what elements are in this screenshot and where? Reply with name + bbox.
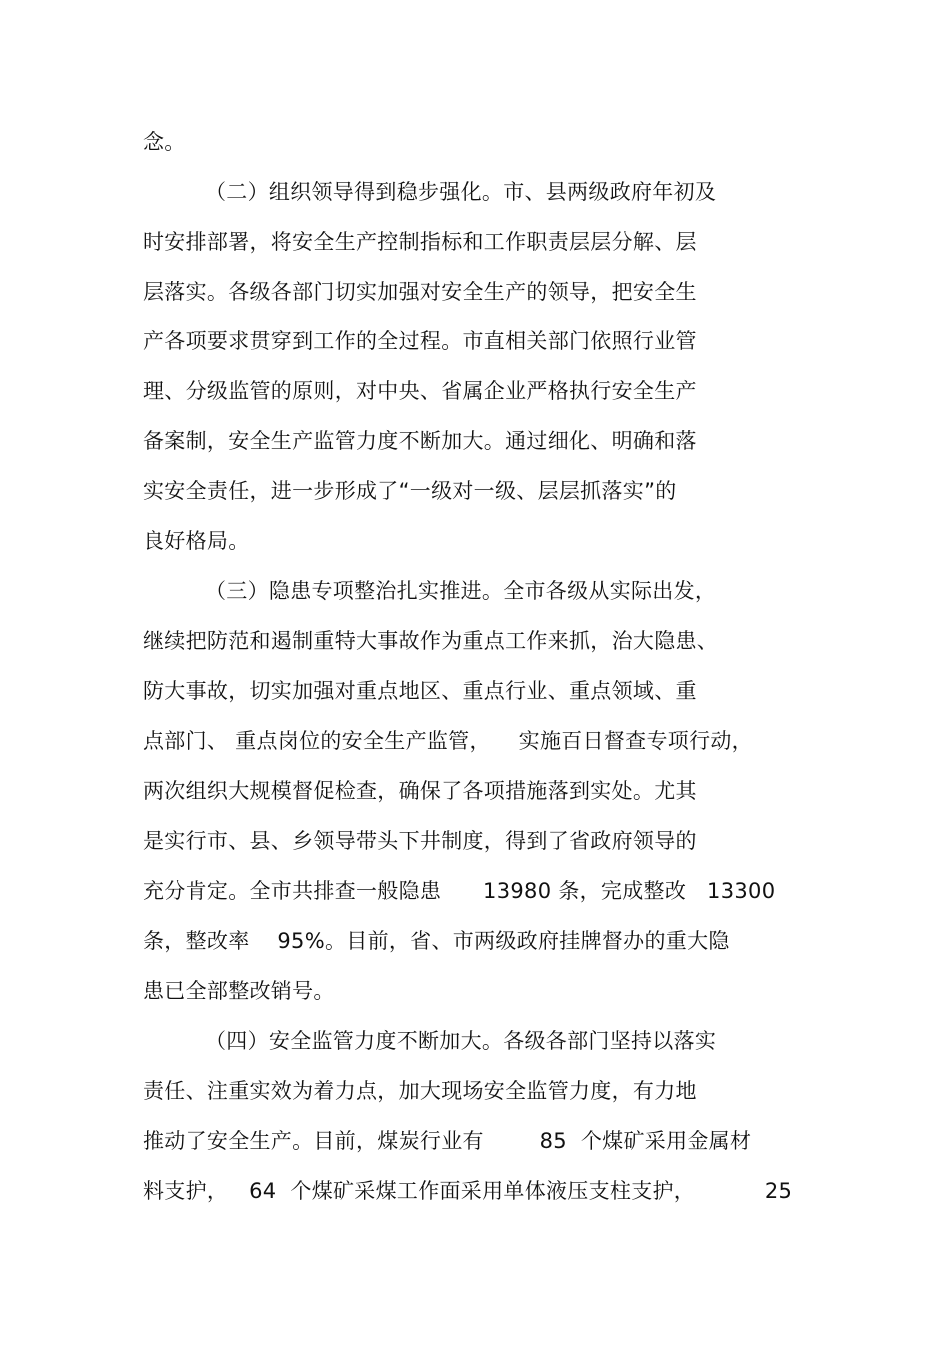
paragraph-heading-4: （四）安全监管力度不断加大。各级各部门坚持以落实 (205, 1029, 717, 1053)
paragraph-heading-3: （三）隐患专项整治扎实推进。全市各级从实际出发， (205, 579, 717, 603)
text-line: 点部门、 重点岗位的安全生产监管， 实施百日督查专项行动， (143, 729, 753, 753)
text-line: 层落实。各级各部门切实加强对安全生产的领导，把安全生 (143, 280, 697, 304)
text-line: 时安排部署，将安全生产控制指标和工作职责层层分解、层 (143, 230, 697, 254)
text-line: 念。 (143, 130, 186, 154)
text-line: 是实行市、县、乡领导带头下井制度，得到了省政府领导的 (143, 829, 697, 853)
text-line: 良好格局。 (143, 529, 250, 553)
text-line: 产各项要求贯穿到工作的全过程。市直相关部门依照行业管 (143, 329, 697, 353)
text-line: 继续把防范和遏制重特大事故作为重点工作来抓，治大隐患、 (143, 629, 719, 653)
text-line: 防大事故，切实加强对重点地区、重点行业、重点领域、重 (143, 679, 697, 703)
text-line: 理、分级监管的原则，对中央、省属企业严格执行安全生产 (143, 379, 697, 403)
text-line: 充分肯定。全市共排查一般隐患 13980 条，完成整改 13300 (143, 879, 776, 903)
paragraph-heading-2: （二）组织领导得到稳步强化。市、县两级政府年初及 (205, 180, 717, 204)
text-line: 患已全部整改销号。 (143, 979, 335, 1003)
text-line: 备案制，安全生产监管力度不断加大。通过细化、明确和落 (143, 429, 697, 453)
text-line: 推动了安全生产。目前，煤炭行业有 85 个煤矿采用金属材 (143, 1129, 752, 1153)
text-line: 实安全责任，进一步形成了“一级对一级、层层抓落实”的 (143, 479, 677, 503)
text-line: 条，整改率 95%。目前，省、市两级政府挂牌督办的重大隐 (143, 929, 730, 953)
text-line: 两次组织大规模督促检查，确保了各项措施落到实处。尤其 (143, 779, 697, 803)
text-line: 责任、注重实效为着力点，加大现场安全监管力度，有力地 (143, 1079, 697, 1103)
text-line: 料支护， 64 个煤矿采煤工作面采用单体液压支柱支护， 25 (143, 1179, 793, 1203)
